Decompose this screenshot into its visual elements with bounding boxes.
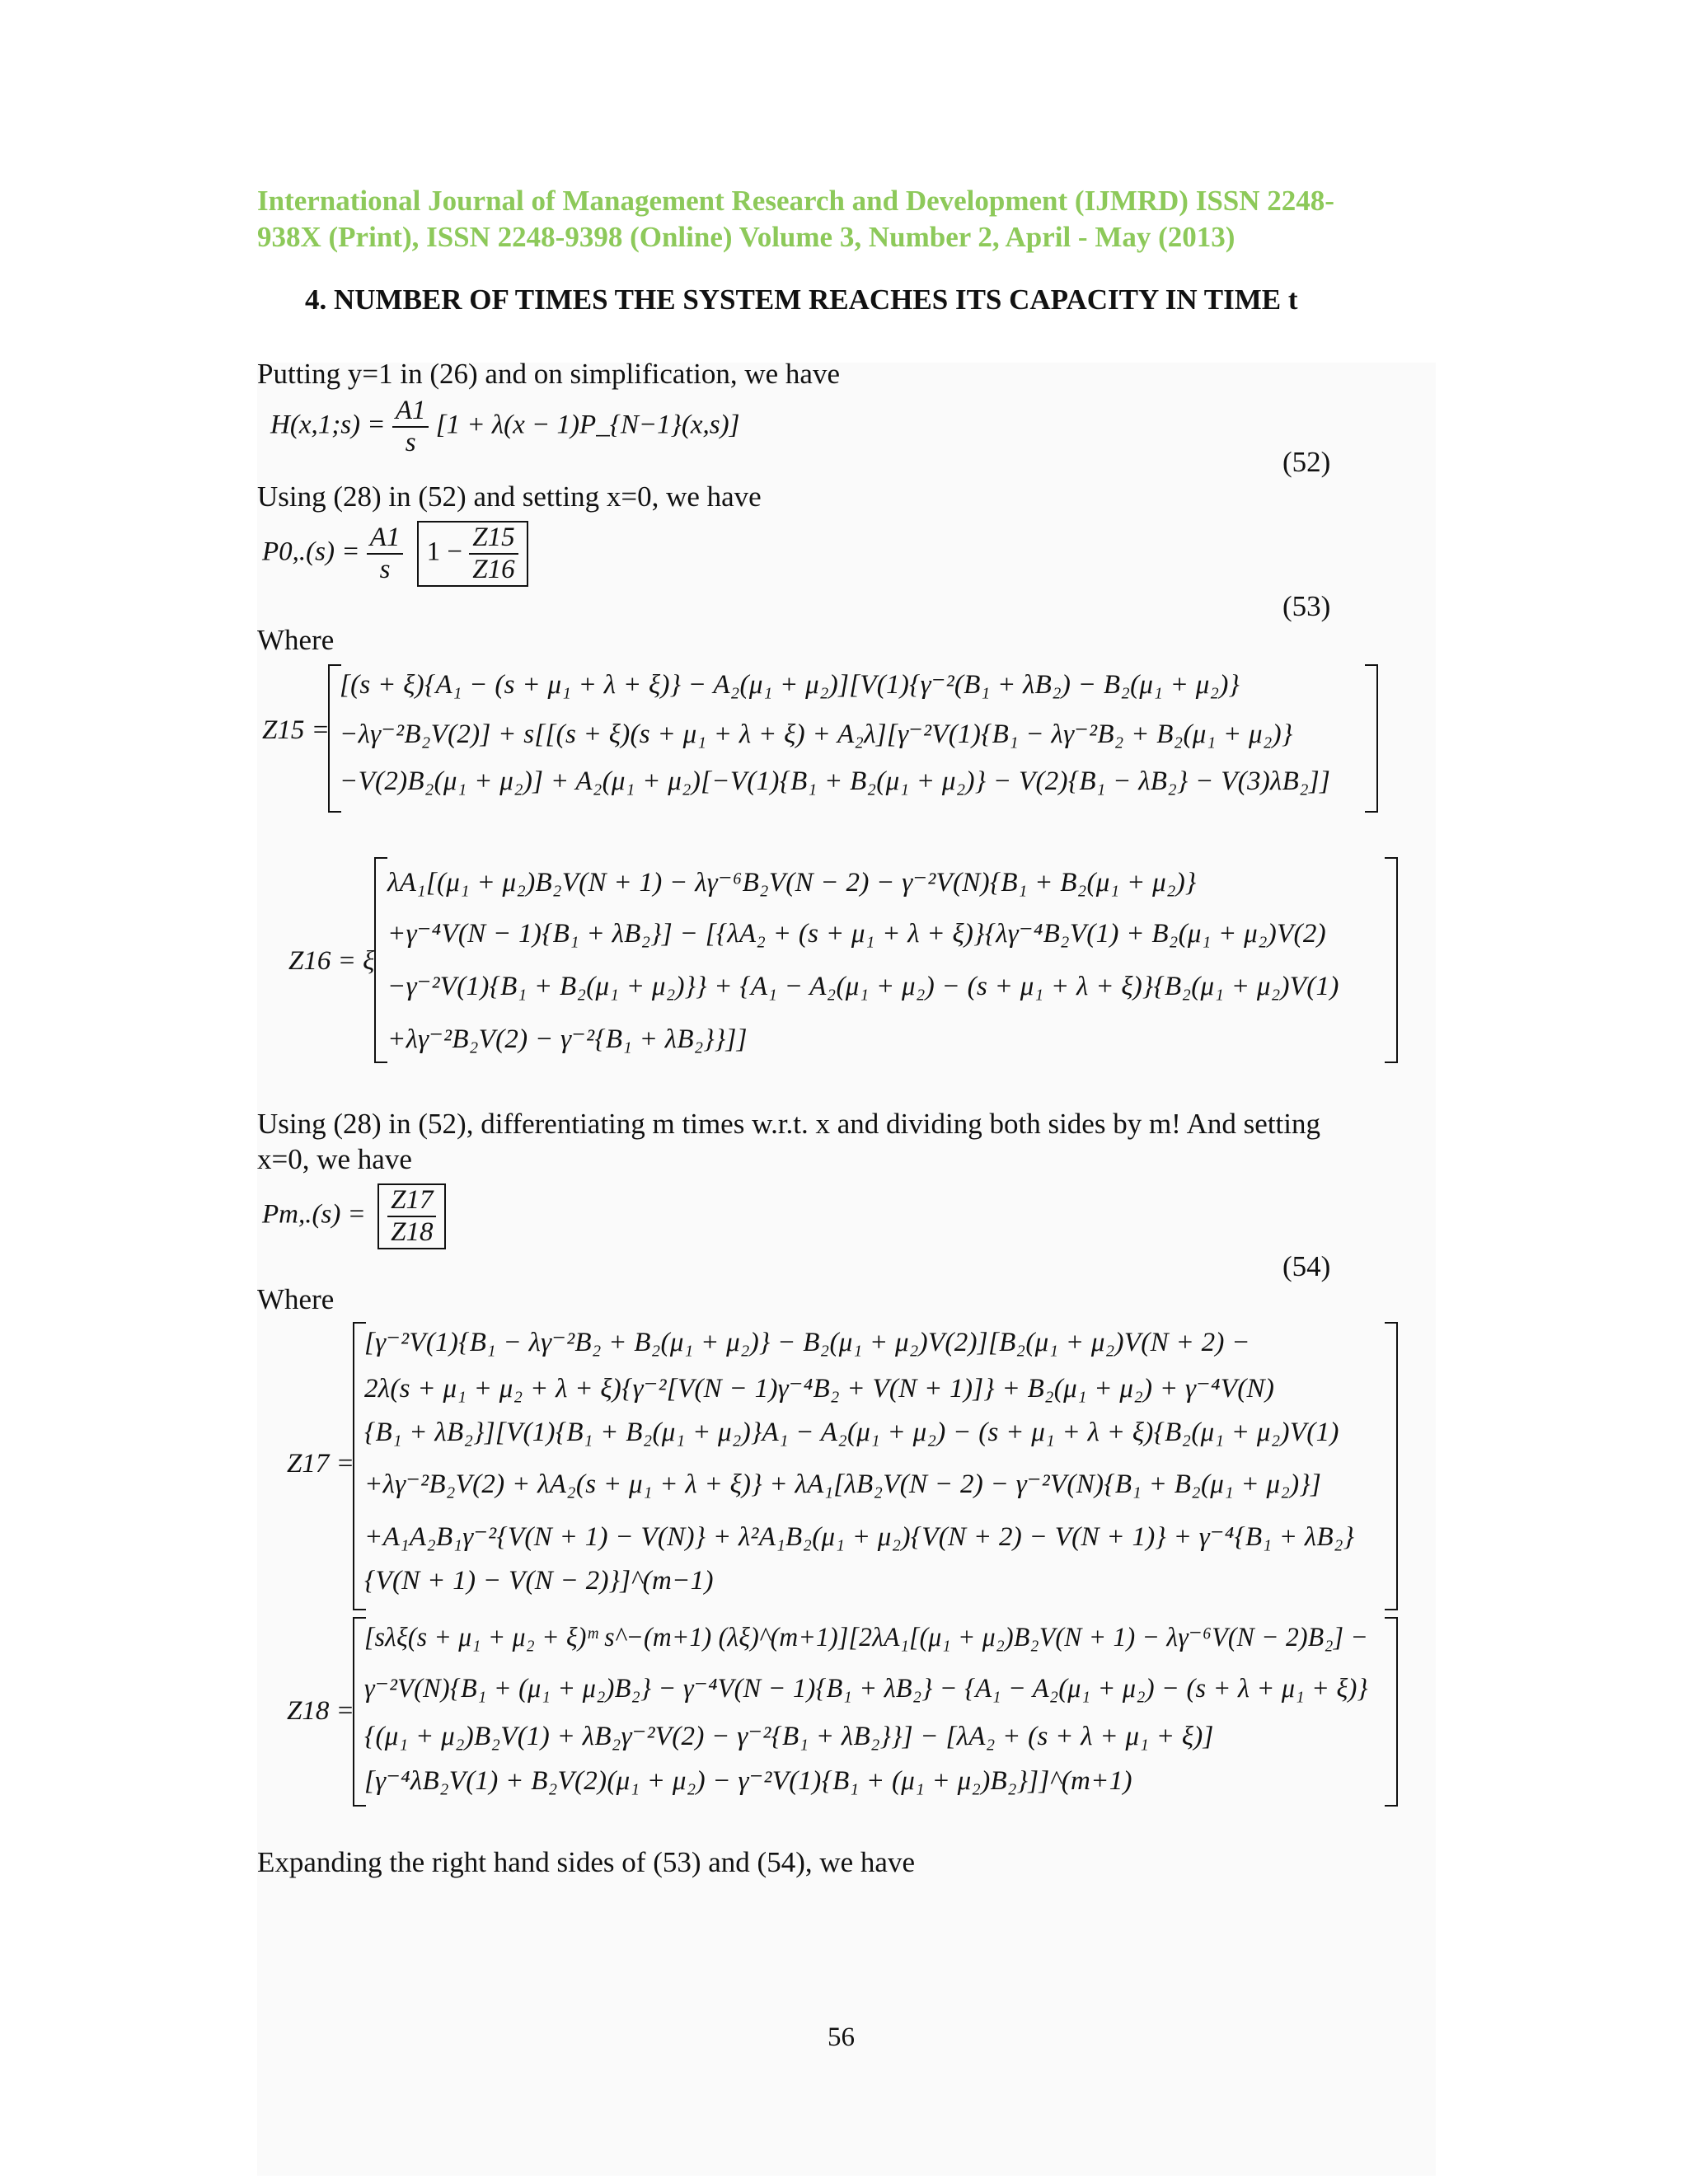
- z18-line-4: [γ⁻⁴λB₂V(1) + B₂V(2)(μ₁ + μ₂) − γ⁻²V(1){B₁ + (μ₁ + μ₂)B₂}]]^(m+1): [364, 1766, 1132, 1796]
- z18-line-3: {(μ₁ + μ₂)B₂V(1) + λB₂γ⁻²V(2) − γ⁻²{B₁ + λB₂}}] − [λA₂ + (s + λ + μ₁ + ξ)]: [364, 1722, 1214, 1751]
- eq54-lhs: Pm,.(s) =: [262, 1199, 366, 1230]
- section-title: 4. NUMBER OF TIMES THE SYSTEM REACHES ITS CAPACITY IN TIME t: [305, 284, 1298, 316]
- equation-52: [270, 396, 739, 458]
- z17-label: Z17 =: [287, 1449, 354, 1479]
- eq53-bracket: 1 − $\frac{Z15}{Z16}$: [417, 521, 528, 587]
- journal-header-line1: International Journal of Management Research and Development (IJMRD) ISSN 2248-: [257, 185, 1334, 217]
- equation-number-54: (54): [1282, 1250, 1331, 1282]
- journal-header-line2: 938X (Print), ISSN 2248-9398 (Online) Volume 3, Number 2, April - May (2013): [257, 221, 1236, 253]
- z16-line-4: +λγ⁻²B₂V(2) − γ⁻²{B₁ + λB₂}}]]: [387, 1024, 748, 1054]
- z18-line-2: γ⁻²V(N){B₁ + (μ₁ + μ₂)B₂} − γ⁻⁴V(N − 1){B₁ + λB₂} − {A₁ − A₂(μ₁ + μ₂) − (s + λ + μ₁ + ξ)}: [364, 1674, 1368, 1704]
- eq53-den: s: [379, 555, 391, 584]
- z17-right-bracket: [1385, 1322, 1398, 1610]
- paragraph-using-28: Using (28) in (52) and setting x=0, we have: [257, 480, 762, 513]
- z17-line-4: +λγ⁻²B₂V(2) + λA₂(s + μ₁ + λ + ξ)} + λA₁[λB₂V(N − 2) − γ⁻²V(N){B₁ + B₂(μ₁ + μ₂)}]: [364, 1469, 1322, 1499]
- eq52-den: s: [405, 428, 416, 457]
- z15-line-2: −λγ⁻²B₂V(2)] + s[[(s + ξ)(s + μ₁ + λ + ξ) + A₂λ][γ⁻²V(1){B₁ − λγ⁻²B₂ + B₂(μ₁ + μ₂)}: [340, 719, 1293, 749]
- z18-line-1: [sλξ(s + μ₁ + μ₂ + ξ)ᵐ s^−(m+1) (λξ)^(m+1)][2λA₁[(μ₁ + μ₂)B₂V(N + 1) − λγ⁻⁶V(N − 2)B₂] −: [364, 1623, 1369, 1652]
- page-body-background: [257, 363, 1436, 2176]
- z15-right-bracket: [1365, 664, 1378, 813]
- equation-number-52: (52): [1282, 446, 1331, 478]
- paragraph-putting: Putting y=1 in (26) and on simplification, we have: [257, 358, 840, 390]
- eq52-rhs: [1 + λ(x − 1)P_{N−1}(x,s)]: [435, 410, 740, 440]
- where-label-1: Where: [257, 624, 335, 656]
- z16-line-3: −γ⁻²V(1){B₁ + B₂(μ₁ + μ₂)}} + {A₁ − A₂(μ₁ + μ₂) − (s + μ₁ + λ + ξ)}{B₂(μ₁ + μ₂)V(1): [387, 972, 1339, 1001]
- eq53-inner-fraction: [469, 523, 518, 585]
- z15-line-3: −V(2)B₂(μ₁ + μ₂)] + A₂(μ₁ + μ₂)[−V(1){B₁ + B₂(μ₁ + μ₂)} − V(2){B₁ − λB₂} − V(3)λB₂]]: [340, 766, 1331, 796]
- paragraph-differentiating-line2: x=0, we have: [257, 1143, 412, 1175]
- eq53-inner-num: Z15: [469, 523, 518, 555]
- z17-line-6: {V(N + 1) − V(N − 2)}]^(m−1): [364, 1566, 714, 1596]
- where-label-2: Where: [257, 1283, 335, 1315]
- z16-line-2: +γ⁻⁴V(N − 1){B₁ + λB₂}] − [{λA₂ + (s + μ₁ + λ + ξ)}{λγ⁻⁴B₂V(1) + B₂(μ₁ + μ₂)V(2): [387, 919, 1326, 949]
- equation-number-53: (53): [1282, 590, 1331, 622]
- z15-label: Z15 =: [262, 715, 330, 745]
- eq52-lhs: H(x,1;s) =: [270, 410, 386, 440]
- eq52-fraction: [392, 396, 429, 458]
- journal-header: [257, 183, 1444, 255]
- equation-54: [262, 1183, 446, 1249]
- z17-line-2: 2λ(s + μ₁ + μ₂ + λ + ξ){γ⁻²[V(N − 1)γ⁻⁴B₂ + V(N + 1)]} + B₂(μ₁ + μ₂) + γ⁻⁴V(N): [364, 1374, 1275, 1404]
- z16-line-1: λA₁[(μ₁ + μ₂)B₂V(N + 1) − λγ⁻⁶B₂V(N − 2) − γ⁻²V(N){B₁ + B₂(μ₁ + μ₂)}: [387, 868, 1197, 898]
- z16-label: Z16 = ξ: [288, 946, 375, 976]
- z18-label: Z18 =: [287, 1696, 354, 1726]
- page-number: 56: [828, 2022, 855, 2052]
- eq53-inner-den: Z16: [472, 555, 515, 584]
- z16-right-bracket: [1385, 857, 1398, 1063]
- paragraph-differentiating-line1: Using (28) in (52), differentiating m times w.r.t. x and dividing both sides by m! And setting: [257, 1108, 1321, 1140]
- z17-line-3: {B₁ + λB₂}][V(1){B₁ + B₂(μ₁ + μ₂)}A₁ − A₂(μ₁ + μ₂) − (s + μ₁ + λ + ξ){B₂(μ₁ + μ₂)V(1): [364, 1418, 1339, 1447]
- eq52-num: A1: [392, 396, 429, 428]
- eq54-bracket: [377, 1183, 446, 1249]
- equation-53: [262, 521, 528, 587]
- eq54-num: Z17: [387, 1185, 436, 1217]
- z17-line-1: [γ⁻²V(1){B₁ − λγ⁻²B₂ + B₂(μ₁ + μ₂)} − B₂(μ₁ + μ₂)V(2)][B₂(μ₁ + μ₂)V(N + 2) −: [364, 1328, 1250, 1357]
- z16-left-bracket: [374, 857, 387, 1063]
- paragraph-expanding: Expanding the right hand sides of (53) and (54), we have: [257, 1846, 915, 1878]
- z18-right-bracket: [1385, 1617, 1398, 1807]
- eq53-fraction: [367, 523, 404, 585]
- eq53-lhs: P0,.(s) =: [262, 537, 360, 567]
- eq53-num: A1: [367, 523, 404, 555]
- z15-line-1: [(s + ξ){A₁ − (s + μ₁ + λ + ξ)} − A₂(μ₁ + μ₂)][V(1){γ⁻²(B₁ + λB₂) − B₂(μ₁ + μ₂)}: [340, 670, 1240, 700]
- z17-line-5: +A₁A₂B₁γ⁻²{V(N + 1) − V(N)} + λ²A₁B₂(μ₁ + μ₂){V(N + 2) − V(N + 1)} + γ⁻⁴{B₁ + λB₂}: [364, 1522, 1355, 1552]
- eq54-den: Z18: [391, 1217, 434, 1247]
- eq54-fraction: [387, 1185, 436, 1248]
